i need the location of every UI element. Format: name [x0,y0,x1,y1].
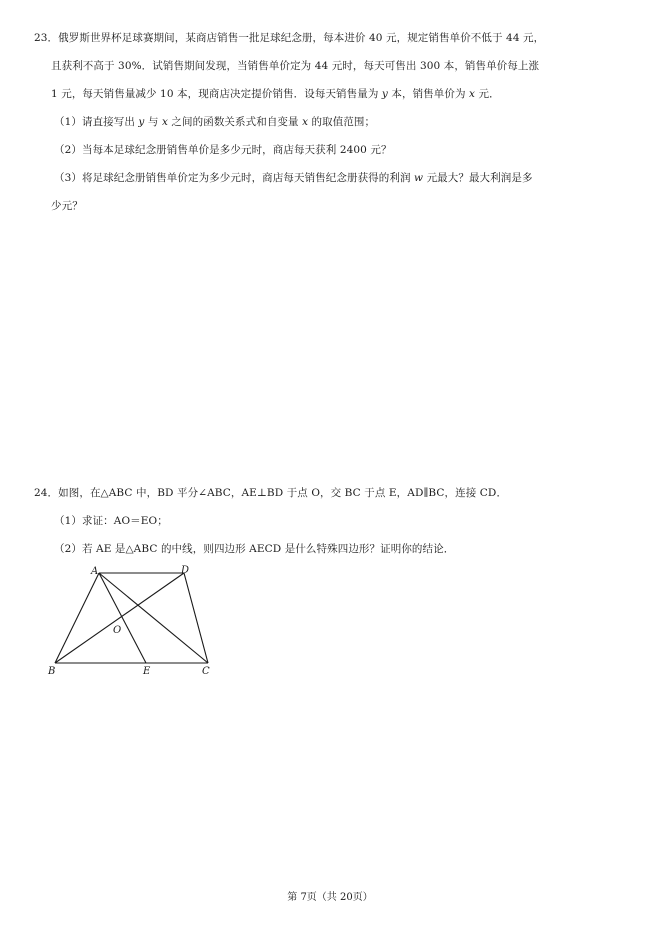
geometry-figure [44,562,224,680]
q23-line-2: 且获利不高于 30%．试销售期间发现，当销售单价定为 44 元时，每天可售出 300 本，销售单价每上涨 [51,60,540,72]
var-y: y [138,116,145,128]
q23-line-3-mid: 本，销售单价为 [387,88,470,100]
q23-p1-post: 的取值范围； [308,116,376,128]
q23-line-1: 23．俄罗斯世界杯足球赛期间，某商店销售一批足球纪念册，每本进价 40 元，规定销售单价不低于 44 元， [34,32,545,44]
segment-BD [55,573,184,663]
q23-part-3-cont: 少元？ [51,200,83,212]
q23-line-3-pre: 1 元，每天销售量减少 10 本，现商店决定提价销售．设每天销售量为 [51,88,382,100]
var-y: y [381,88,388,100]
q23-line-3 [51,86,500,101]
q24-part-2: （2）若 AE 是△ABC 的中线，则四边形 AECD 是什么特殊四边形？证明你的结论． [54,543,455,555]
var-w: w [414,172,424,184]
q24-line-1: 24．如图，在△ABC 中，BD 平分∠ABC，AE⊥BD 于点 O，交 BC 于点 E，AD∥BC，连接 CD． [34,487,508,499]
q23-p1-mid1: 与 [144,116,162,128]
segment-AC [99,573,208,663]
q23-p1-pre: （1）请直接写出 [54,116,139,128]
label-A: A [91,566,99,577]
q23-part-3 [54,170,533,185]
label-B: B [48,666,56,677]
q23-p1-mid2: 之间的函数关系式和自变量 [167,116,303,128]
q23-line-3-post: 元． [475,88,500,100]
var-x: x [469,88,476,100]
label-O: O [113,625,122,636]
segment-DC [184,573,208,663]
q23-part-2: （2）当每本足球纪念册销售单价是多少元时，商店每天获利 2400 元？ [54,144,392,156]
q23-p3-post: 元最大？最大利润是多 [423,172,533,184]
label-C: C [202,666,210,677]
q24-part-1: （1）求证：AO＝EO； [54,515,168,527]
q23-part-1 [54,114,375,129]
label-D: D [181,565,190,576]
var-x: x [302,116,309,128]
page-footer: 第 7页（共 20页） [287,892,373,903]
q23-p3-pre: （3）将足球纪念册销售单价定为多少元时，商店每天销售纪念册获得的利润 [54,172,415,184]
segment-AB [55,573,99,663]
segment-AE [99,573,146,663]
var-x: x [161,116,168,128]
label-E: E [143,666,151,677]
